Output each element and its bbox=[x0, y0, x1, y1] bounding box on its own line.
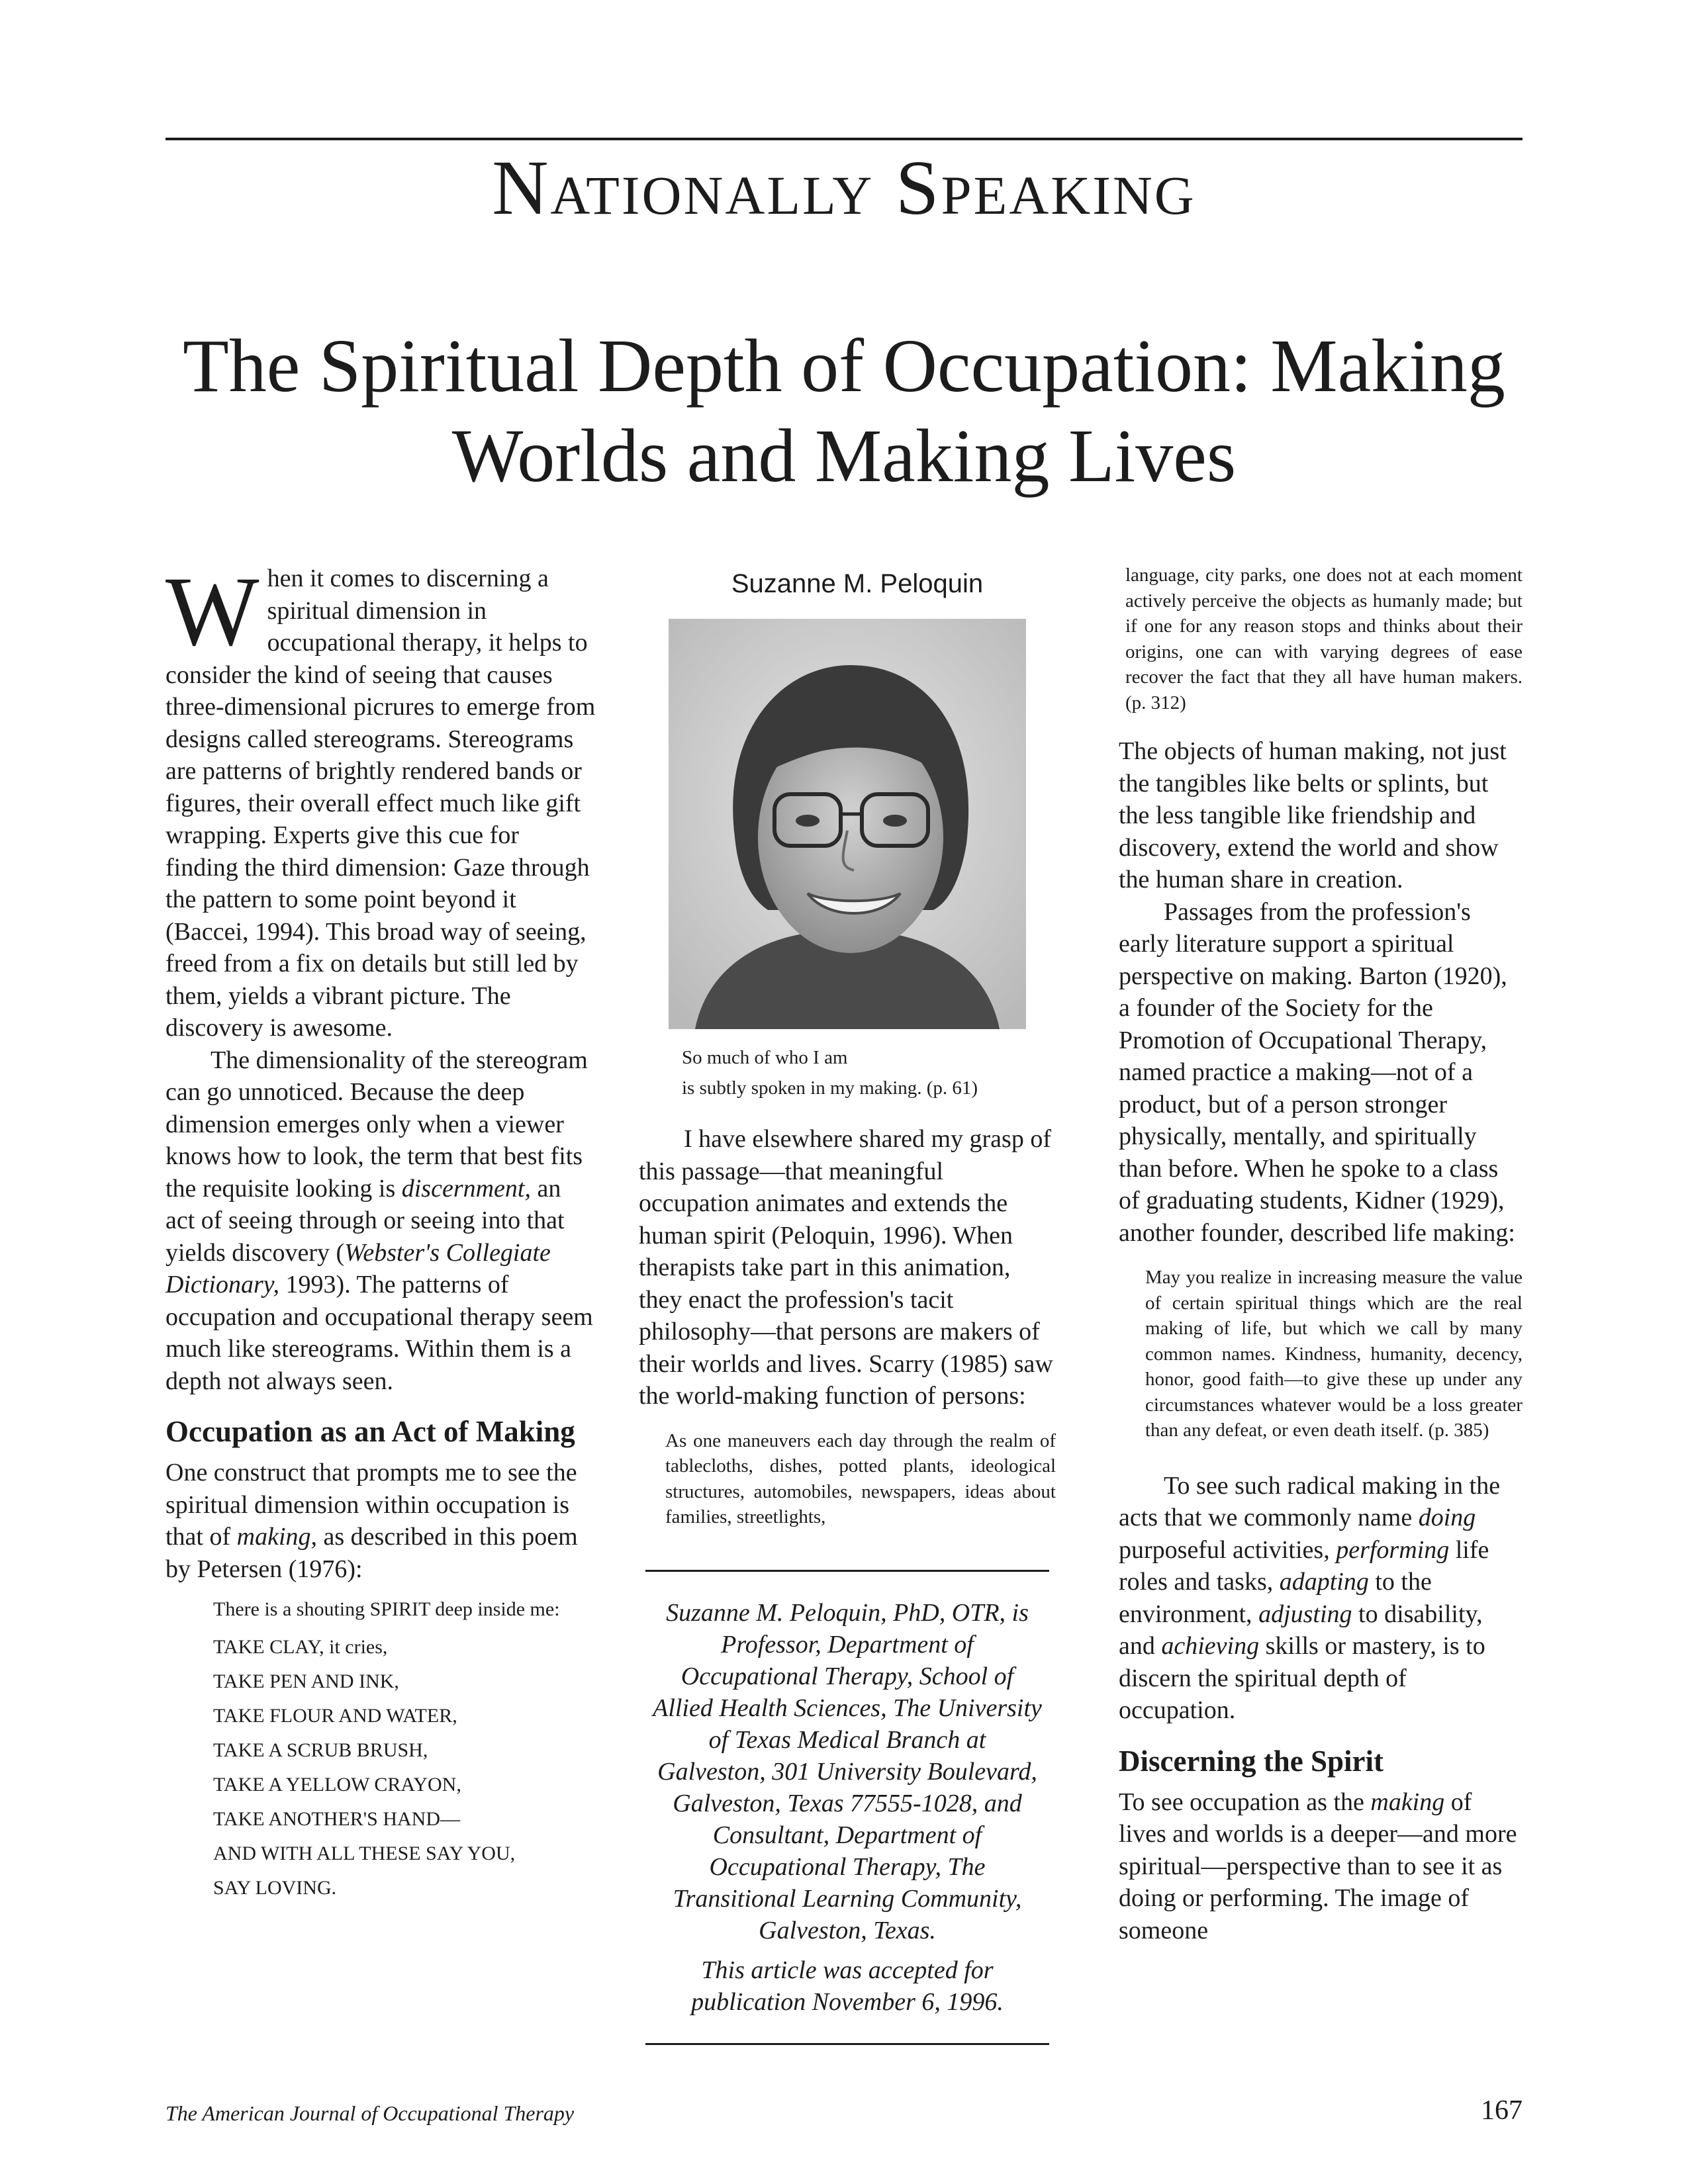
emphasis: making bbox=[1370, 1788, 1445, 1816]
emphasis: performing bbox=[1336, 1535, 1450, 1564]
acceptance-note: This article was accepted for publication November 6, 1996. bbox=[691, 1956, 1004, 2016]
author-photo bbox=[669, 619, 1026, 1029]
emphasis: doing bbox=[1418, 1504, 1476, 1531]
middle-column bbox=[639, 563, 1056, 2045]
drop-cap: W bbox=[165, 557, 259, 666]
text-run: purposeful activities, bbox=[1119, 1535, 1336, 1564]
text-run: The dimensionality of the stereogram can go unnoticed. Because the deep dimension emerges only when a viewer knows how to look, the term that best fits the requisite looking is bbox=[165, 1046, 588, 1203]
poem-line: AND WITH ALL THESE SAY YOU, bbox=[213, 1843, 516, 1864]
right-column bbox=[1119, 563, 1523, 1946]
text-run: to disability, and bbox=[1119, 1600, 1483, 1660]
text-run: To see such radical making in the acts that we commonly name bbox=[1119, 1471, 1501, 1531]
section-heading: Nationally Speaking bbox=[492, 144, 1196, 231]
text-run: One construct that prompts me to see the spiritual dimension within occupation is that of bbox=[165, 1459, 577, 1551]
bio-rule-bottom bbox=[645, 2043, 1049, 2045]
epigraph-line: is subtly spoken in my making. (p. 61) bbox=[682, 1077, 978, 1099]
paragraph-passages: Passages from the profession's early literature support a spiritual perspective on making. Barton (1920), a founder of the Society for the Promotion of Occupational Therapy, named practice a making—not of a product, but of a person stronger physically, mentally, and spiritually than before. When he spoke to a class of graduating students, Kidner (1929), another founder, described life making: bbox=[1119, 897, 1515, 1247]
poem-line: There is a shouting SPIRIT deep inside me: bbox=[213, 1598, 560, 1620]
text-run: an act of seeing through or seeing into that yields discovery ( bbox=[165, 1174, 565, 1267]
poem-line: TAKE ANOTHER'S HAND— bbox=[213, 1808, 460, 1830]
journal-name: The American Journal of Occupational Therapy bbox=[165, 2101, 575, 2125]
page-number: 167 bbox=[1481, 2095, 1523, 2126]
left-column bbox=[165, 557, 596, 1905]
emphasis: achieving bbox=[1161, 1632, 1260, 1660]
block-quote-kidner: May you realize in increasing measure the value of certain spiritual things which are the real making of life, but which we call by many common names. Kindness, humanity, decency, honor, good faith—to give these up under any circumstances whatever would be a loss greater than any defeat, or even death itself. (p. 385) bbox=[1145, 1267, 1523, 1441]
subheading-discerning: Discerning the Spirit bbox=[1119, 1744, 1383, 1778]
opening-paragraph bbox=[165, 557, 596, 1044]
poem bbox=[213, 1597, 596, 1905]
poem-line: TAKE PEN AND INK, bbox=[213, 1670, 399, 1692]
poem-line: TAKE CLAY, it cries, bbox=[213, 1636, 388, 1658]
text-run: as described in this poem by Petersen (1976): bbox=[165, 1523, 578, 1583]
opening-text: hen it comes to discerning a spiritual dimension in occupational therapy, it helps to consider the kind of seeing that causes three-dimensional picrures to emerge from designs called stereograms. Stereograms are patterns of brightly rendered bands or figures, their overall effect much like gift wrapping. Experts give this cue for finding the third dimension: Gaze through the pattern to some point beyond it (Baccei, 1994). This broad way of seeing, freed from a fix on details but still led by them, yields a vibrant picture. The discovery is awesome. bbox=[165, 565, 596, 1042]
author-bio: Suzanne M. Peloquin, PhD, OTR, is Professor, Department of Occupational Therapy, School of Allied Health Sciences, The University of Texas Medical Branch at Galveston, 301 University Boulevard, Galveston, Texas 77555-1028, and Consultant, Department of Occupational Therapy, The Transitional Learning Community, Galveston, Texas. bbox=[653, 1598, 1042, 1944]
text-run: 1993). The patterns of occupation and occupational therapy seem much like stereograms. Within them is a depth not always seen. bbox=[165, 1271, 593, 1395]
bio-rule-top bbox=[645, 1570, 1049, 1572]
paragraph-objects: The objects of human making, not just the tangibles like belts or splints, but the less tangible like friendship and discovery, extend the world and show the human share in creation. bbox=[1119, 737, 1507, 893]
text-run: To see occupation as the bbox=[1119, 1788, 1371, 1816]
subheading-making: Occupation as an Act of Making bbox=[165, 1415, 575, 1448]
emphasis: adjusting bbox=[1258, 1600, 1352, 1628]
epigraph bbox=[682, 1042, 1056, 1103]
paragraph-dimensionality bbox=[165, 1044, 596, 1398]
poem-line: TAKE A SCRUB BRUSH, bbox=[213, 1739, 428, 1761]
block-quote-scarry: As one maneuvers each day through the realm of tablecloths, dishes, potted plants, ideological structures, automobiles, newspapers, ideas about families, streetlights, bbox=[665, 1430, 1056, 1527]
poem-line: TAKE A YELLOW CRAYON, bbox=[213, 1774, 461, 1796]
text-run: to the environment, bbox=[1119, 1568, 1432, 1628]
epigraph-line: So much of who I am bbox=[682, 1047, 848, 1068]
block-quote-continued: language, city parks, one does not at each moment actively perceive the objects as humanly made; but if one for any reason stops and thinks about their origins, one can with varying degrees of ease recover the fact that they all have human makers. (p. 312) bbox=[1125, 565, 1523, 713]
text-run: life roles and tasks, bbox=[1119, 1535, 1489, 1596]
emphasis: Webster's Collegiate Dictionary, bbox=[165, 1238, 551, 1298]
article-title: The Spiritual Depth of Occupation: Making Worlds and Making Lives bbox=[183, 324, 1505, 498]
emphasis: adapting bbox=[1279, 1568, 1369, 1596]
poem-line: SAY LOVING. bbox=[213, 1877, 337, 1899]
paragraph-passage: I have elsewhere shared my grasp of this passage—that meaningful occupation animates and extends the human spirit (Peloquin, 1996). When therapists take part in this animation, they enact the profession's tacit philosophy—that persons are makers of their worlds and lives. Scarry (1985) saw the world-making function of persons: bbox=[639, 1125, 1053, 1410]
header-rule bbox=[165, 138, 1523, 140]
emphasis: discernment, bbox=[401, 1174, 531, 1203]
paragraph-making bbox=[165, 1457, 596, 1585]
author-name: Suzanne M. Peloquin bbox=[731, 569, 984, 598]
paragraph-discerning bbox=[1119, 1786, 1523, 1947]
poem-line: TAKE FLOUR AND WATER, bbox=[213, 1705, 457, 1727]
text-run: skills or mastery, is to discern the spiritual depth of occupation. bbox=[1119, 1632, 1485, 1724]
paragraph-radical-making bbox=[1119, 1470, 1523, 1727]
emphasis: making, bbox=[236, 1523, 318, 1551]
text-run: of lives and worlds is a deeper—and more spiritual—perspective than to see it as doing or performing. The image of someone bbox=[1119, 1788, 1517, 1944]
